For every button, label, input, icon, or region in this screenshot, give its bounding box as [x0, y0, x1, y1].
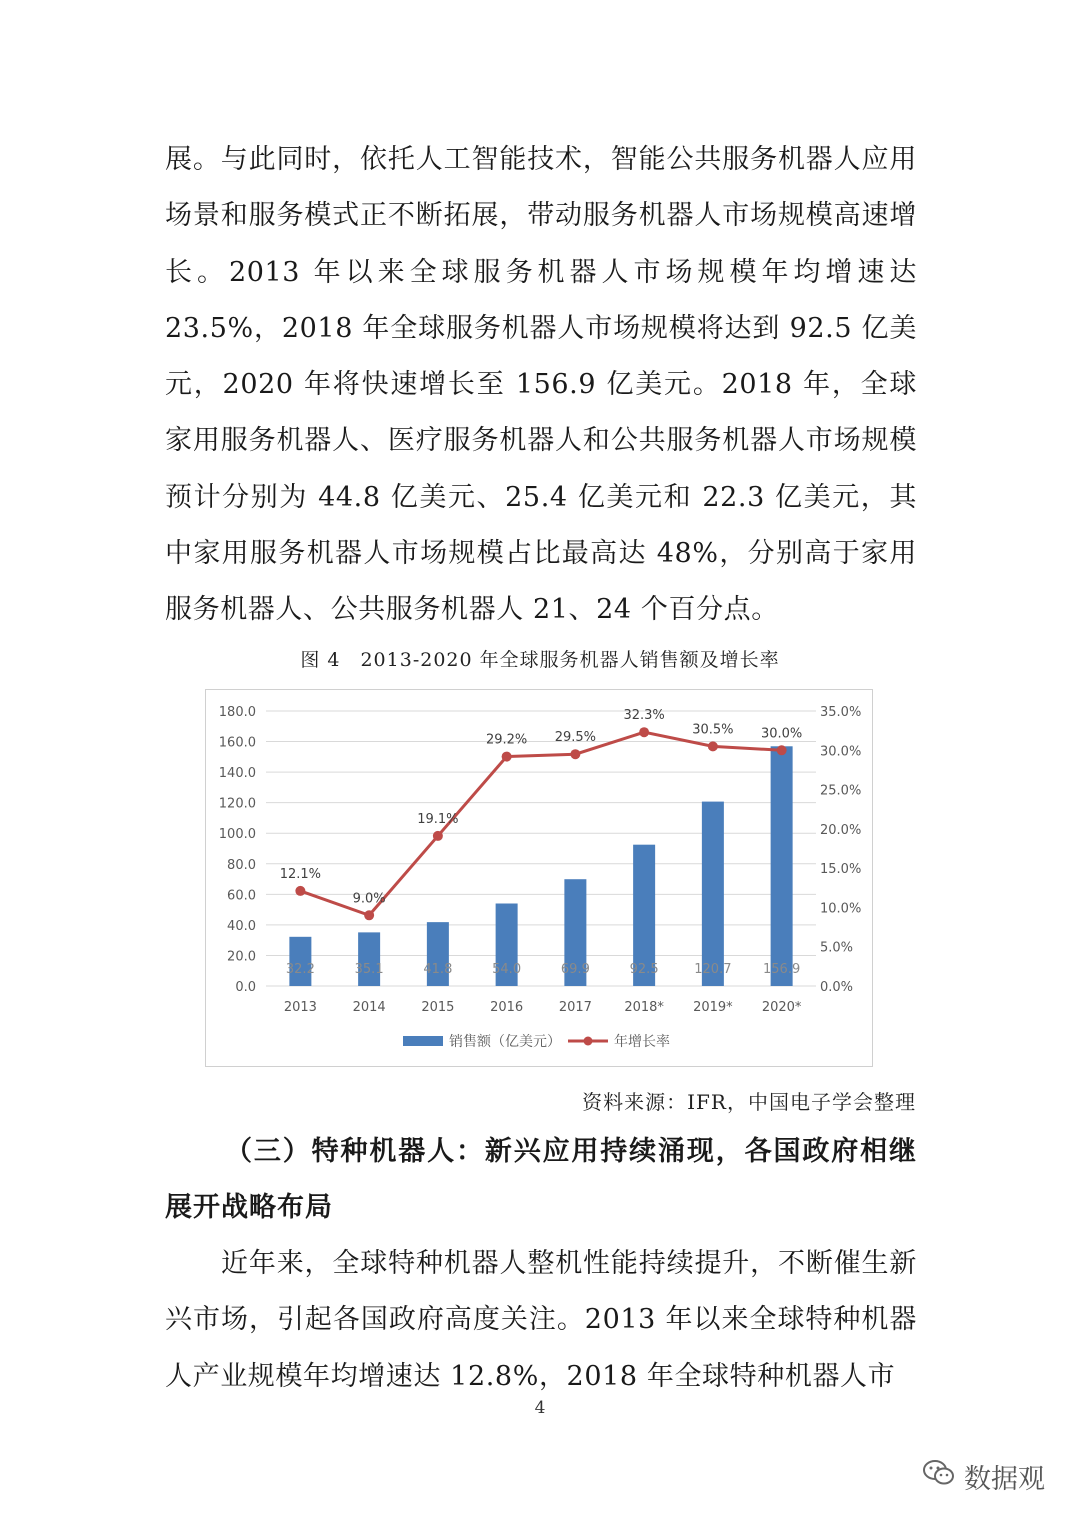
bar-value-label: 35.1: [354, 962, 384, 977]
y-right-tick-label: 15.0%: [820, 862, 862, 878]
bar-value-label: 32.2: [285, 962, 315, 977]
y-right-tick-label: 35.0%: [820, 705, 862, 720]
y-right-tick-label: 25.0%: [820, 783, 862, 799]
y-left-tick-label: 100.0: [218, 827, 256, 843]
growth-point: [502, 752, 512, 762]
bar-value-label: 156.9: [763, 962, 801, 977]
bar: [771, 746, 793, 986]
bar: [358, 932, 380, 986]
page-number: 4: [534, 1398, 546, 1418]
y-right-tick-label: 30.0%: [820, 744, 862, 760]
x-tick-label: 2013: [283, 1000, 317, 1015]
x-tick-label: 2019*: [693, 1000, 733, 1015]
growth-point: [639, 727, 649, 737]
y-left-tick-label: 180.0: [218, 705, 256, 720]
legend-bar-swatch: [403, 1036, 443, 1046]
y-right-tick-label: 10.0%: [820, 901, 862, 917]
sales-growth-chart: [205, 689, 873, 1067]
growth-value-label: 32.3%: [623, 708, 665, 724]
source-note: 资料来源：IFR，中国电子学会整理: [582, 1090, 916, 1114]
figure-caption: 图 4 2013-2020 年全球服务机器人销售额及增长率: [300, 649, 780, 671]
body-paragraph: 展。与此同时，依托人工智能技术，智能公共服务机器人应用场景和服务模式正不断拓展，带动服务机器人市场规模高速增长。2013 年以来全球服务机器人市场规模年均增速达23.5%，2018 年全球服务机器人市场规模将达到 92.5 亿美元，2020 年将快速增长至 156.9 亿美元。2018 年，全球家用服务机器人、医疗服务机器人和公共服务机器人市场规模预计分别为 44.8 亿美元、25.4 亿美元和 22.3 亿美元，其中家用服务机器人市场规模占比最高达 48%，分别高于家用服务机器人、公共服务机器人 21、24 个百分点。: [165, 144, 917, 626]
bar: [702, 802, 724, 986]
growth-point: [570, 749, 580, 759]
watermark: [922, 1457, 1045, 1496]
y-right-tick-label: 20.0%: [820, 822, 862, 838]
y-left-tick-label: 40.0: [227, 918, 256, 934]
wechat-icon: [922, 1458, 956, 1495]
y-left-tick-label: 120.0: [218, 796, 256, 812]
watermark-text: 数据观: [964, 1464, 1045, 1495]
chart-canvas: [206, 690, 874, 1068]
growth-value-label: 29.2%: [485, 732, 528, 748]
x-tick-label: 2016: [490, 1000, 524, 1015]
growth-point: [708, 741, 718, 751]
growth-value-label: 30.0%: [760, 726, 803, 742]
body-paragraph-2: 近年来，全球特种机器人整机性能持续提升，不断催生新兴市场，引起各国政府高度关注。2013 年以来全球特种机器人产业规模年均增速达 12.8%，2018 年全球特种机器人市: [165, 1248, 917, 1392]
growth-point: [433, 831, 443, 841]
bar-value-label: 69.9: [560, 962, 590, 977]
legend-line-marker: [584, 1037, 593, 1046]
y-right-tick-label: 5.0%: [820, 940, 854, 956]
y-left-tick-label: 80.0: [227, 857, 256, 873]
legend-line-label: 年增长率: [614, 1034, 670, 1050]
x-tick-label: 2017: [558, 1000, 592, 1015]
growth-value-label: 19.1%: [417, 811, 459, 827]
growth-point: [777, 745, 787, 755]
bar-value-label: 54.0: [492, 962, 522, 977]
x-tick-label: 2020*: [761, 1000, 802, 1015]
y-left-tick-label: 20.0: [227, 949, 256, 965]
y-left-tick-label: 160.0: [218, 735, 256, 751]
x-tick-label: 2014: [352, 1000, 386, 1015]
y-left-tick-label: 140.0: [218, 766, 256, 782]
growth-point: [364, 910, 374, 920]
x-tick-label: 2018*: [624, 1000, 664, 1015]
growth-point: [295, 886, 305, 896]
bar-value-label: 120.7: [694, 962, 732, 977]
y-left-tick-label: 0.0: [235, 980, 256, 995]
y-left-tick-label: 60.0: [227, 888, 256, 904]
bar-value-label: 41.8: [423, 962, 453, 977]
growth-value-label: 30.5%: [692, 722, 734, 738]
growth-value-label: 9.0%: [352, 891, 386, 907]
growth-value-label: 12.1%: [279, 866, 322, 882]
section-heading: （三）特种机器人：新兴应用持续涌现，各国政府相继展开战略布局: [165, 1136, 917, 1223]
bar-value-label: 92.5: [629, 962, 659, 977]
legend-bar-label: 销售额（亿美元）: [449, 1034, 561, 1050]
growth-value-label: 29.5%: [554, 730, 597, 746]
y-right-tick-label: 0.0%: [820, 980, 854, 995]
x-tick-label: 2015: [421, 1000, 455, 1015]
